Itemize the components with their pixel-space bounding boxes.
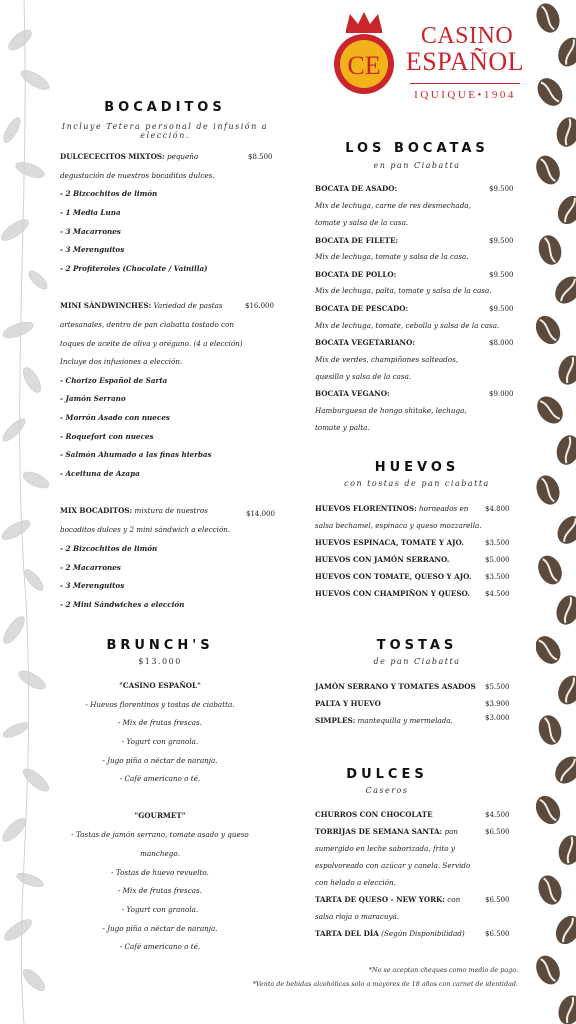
bocaditos-item3-price: $14.000 xyxy=(246,510,275,518)
brunch-title: BRUNCH'S xyxy=(106,638,214,653)
huevos-item-price: $3.500 xyxy=(485,539,510,547)
huevos-title: HUEVOS xyxy=(374,460,460,475)
bocatas-title: LOS BOCATAS xyxy=(345,141,489,156)
dulces-tarta-dia-header: TARTA DEL DÍA (Según Disponibilidad) xyxy=(315,929,465,938)
bocata-pescado-price: $9.500 xyxy=(489,305,514,313)
bocata-vegetariano-desc: quesillo y salsa de la casa. xyxy=(315,372,412,381)
list-item: - Morrón Asado con nueces xyxy=(60,413,170,422)
dulces-torrijas-price: $6.500 xyxy=(485,828,510,836)
bocata-pescado-desc: Mix de lechuga, tomate, cebolla y salsa de la casa. xyxy=(315,321,500,330)
bocata-filete-name: BOCATA DE FILETE: xyxy=(315,236,399,245)
bocata-vegano-name: BOCATA VEGANO: xyxy=(315,389,390,398)
bocata-vegetariano-price: $8.000 xyxy=(489,339,514,347)
huevos-florentinos-desc: salsa bechamel, espinaca y queso mozzarella. xyxy=(315,521,482,530)
bocata-asado-desc: Mix de lechuga, carne de res desmechada, xyxy=(315,201,471,210)
list-item: - Yogurt con granola. xyxy=(121,737,199,746)
bocata-vegetariano-desc: Mix de verdes, champiñones salteados, xyxy=(315,355,459,364)
leaf-decoration xyxy=(0,0,58,1024)
tostas-item-name: JAMÓN SERRANO Y TOMATES ASADOS xyxy=(315,682,476,691)
bocaditos-item2-header: MINI SÁNDWINCHES: Variedad de pastas xyxy=(60,301,223,310)
footer-note-cheques: *No se aceptan cheques como medio de pago. xyxy=(368,966,518,974)
list-item: - Tostas de huevo revuelto. xyxy=(111,868,209,877)
brunch-gourmet-title: "GOURMET" xyxy=(134,811,186,820)
bocatas-subtitle: en pan Ciabatta xyxy=(373,161,461,170)
list-item: manchego. xyxy=(140,849,180,858)
list-item: - 2 Macarrones xyxy=(60,563,121,572)
logo-city: IQUIQUE•1904 xyxy=(414,89,516,101)
list-item: - Tostas de jamón serrano, tomate asado y queso xyxy=(71,830,249,839)
bocaditos-item3-desc: bocaditos dulces y 2 mini sándwich a elección. xyxy=(60,525,231,534)
huevos-florentinos-price: $4.800 xyxy=(485,505,510,513)
dulces-title: DULCES xyxy=(346,767,428,782)
dulces-churros-price: $4.500 xyxy=(485,811,510,819)
list-item: - Café americano o té. xyxy=(119,942,201,951)
bocaditos-title: BOCADITOS xyxy=(104,100,226,115)
bocaditos-item2-desc: toques de aceite de oliva y orégano. (4 a elección) xyxy=(60,339,243,348)
bocata-vegano-price: $9.000 xyxy=(489,390,514,398)
list-item: - 2 Bizcochitos de limón xyxy=(60,189,158,198)
brunch-price: $13.000 xyxy=(138,657,182,666)
list-item: - Jugo piña o néctar de naranja. xyxy=(102,756,218,765)
dulces-tarta-desc: salsa rioja o maracuyá. xyxy=(315,912,400,921)
bocaditos-subtitle: Incluye Tetera personal de infusión a elección. xyxy=(61,122,269,140)
logo-monogram: CE xyxy=(347,51,381,80)
bocata-asado-name: BOCATA DE ASADO: xyxy=(315,184,398,193)
bocata-asado-desc: tomate y salsa de la casa. xyxy=(315,218,409,227)
list-item: - Aceituna de Azapa xyxy=(60,469,140,478)
bocata-pollo-price: $9.500 xyxy=(489,271,514,279)
dulces-churros-name: CHURROS CON CHOCOLATE xyxy=(315,810,433,819)
dulces-torrijas-desc: con helado a elección. xyxy=(315,878,396,887)
bocaditos-item2-desc: artesanales, dentro de pan ciabatta tostado con xyxy=(60,320,235,329)
bocata-vegano-desc: Hamburguesa de hongo shitake, lechuga, xyxy=(315,406,467,415)
bocaditos-item1-desc: degustación de nuestros bocaditos dulces. xyxy=(60,171,215,180)
dulces-tarta-header: TARTA DE QUESO - NEW YORK: con xyxy=(315,895,461,904)
dulces-subtitle: Caseros xyxy=(365,786,409,795)
tostas-item-price: $3.900 xyxy=(485,700,510,708)
list-item: - 1 Media Luna xyxy=(60,208,121,217)
huevos-item-price: $5.000 xyxy=(485,556,510,564)
list-item: - 2 Profiteroles (Chocolate / Vainilla) xyxy=(60,264,208,273)
bocaditos-item1-price: $8.500 xyxy=(248,153,273,161)
list-item: - Mix de frutas frescas. xyxy=(117,718,203,727)
bocaditos-item3-header: MIX BOCADITOS: mixtura de nuestros xyxy=(60,506,208,515)
logo-divider xyxy=(410,83,520,84)
list-item: - Jugo piña o néctar de naranja. xyxy=(102,924,218,933)
huevos-florentinos-header: HUEVOS FLORENTINOS: horneados en xyxy=(315,504,469,513)
dulces-torrijas-desc: espolvoreado con azúcar y canela. Servido xyxy=(315,861,471,870)
bocata-vegetariano-name: BOCATA VEGETARIANO: xyxy=(315,338,416,347)
list-item: - 2 Bizcochitos de limón xyxy=(60,544,158,553)
bocaditos-item1-header: DULCECECITOS MIXTOS: pequeña xyxy=(60,152,199,161)
tostas-item-name: PALTA Y HUEVO xyxy=(315,699,381,708)
huevos-item-price: $3.500 xyxy=(485,573,510,581)
list-item: - Yogurt con granola. xyxy=(121,905,199,914)
footer-note-alcohol: *Venta de bebidas alcohólicas solo a mayores de 18 años con carnet de identidad. xyxy=(252,980,518,988)
bocata-pollo-name: BOCATA DE POLLO: xyxy=(315,270,397,279)
coffee-beans-decoration xyxy=(536,0,576,1024)
bocata-pollo-desc: Mix de lechuga, palta, tomate y salsa de la casa. xyxy=(315,286,492,295)
huevos-item-price: $4.500 xyxy=(485,590,510,598)
list-item: - Salmón Ahumado a las finas hierbas xyxy=(60,450,212,459)
list-item: - 3 Merenguitos xyxy=(60,581,125,590)
tostas-item-price: $5.500 xyxy=(485,683,510,691)
list-item: - 2 Mini Sándwiches a elección xyxy=(60,600,185,609)
bocaditos-item2-desc: Incluye dos infusiones a elección. xyxy=(60,357,183,366)
bocata-filete-desc: Mix de lechuga, tomate y salsa de la casa. xyxy=(315,252,469,261)
crown-crest-icon xyxy=(332,8,396,98)
casino-espanol-logo xyxy=(330,8,526,104)
bocaditos-item2-price: $16.000 xyxy=(245,302,274,310)
dulces-tarta-price: $6.500 xyxy=(485,896,510,904)
bocata-filete-price: $9.500 xyxy=(489,237,514,245)
brunch-casino-title: "CASINO ESPAÑOL" xyxy=(119,681,201,690)
huevos-item-name: HUEVOS CON JAMÓN SERRANO. xyxy=(315,555,450,564)
bocata-pescado-name: BOCATA DE PESCADO: xyxy=(315,304,409,313)
tostas-title: TOSTAS xyxy=(376,638,458,653)
list-item: - Café americano o té. xyxy=(119,774,201,783)
huevos-item-name: HUEVOS CON CHAMPIÑON Y QUESO. xyxy=(315,589,470,598)
list-item: - 3 Macarrones xyxy=(60,227,121,236)
huevos-item-name: HUEVOS CON TOMATE, QUESO Y AJO. xyxy=(315,572,472,581)
dulces-tarta-dia-price: $6.500 xyxy=(485,930,510,938)
logo-name-line2: ESPAÑOL xyxy=(405,47,525,76)
list-item: - Mix de frutas frescas. xyxy=(117,886,203,895)
list-item: - Roquefort con nueces xyxy=(60,432,154,441)
bocata-vegano-desc: tomate y palta. xyxy=(315,423,370,432)
tostas-item-price: $3.000 xyxy=(485,714,510,722)
huevos-subtitle: con tostas de pan ciabatta xyxy=(344,479,490,488)
dulces-torrijas-desc: sumergido en leche saborizada, frito y xyxy=(315,844,455,853)
list-item: - Jamón Serrano xyxy=(60,394,126,403)
huevos-item-name: HUEVOS ESPINACA, TOMATE Y AJO. xyxy=(315,538,464,547)
list-item: - Chorizo Español de Sarta xyxy=(60,376,168,385)
list-item: - Huevos florentinos y tostas de ciabatta. xyxy=(85,700,235,709)
dulces-torrijas-header: TORRIJAS DE SEMANA SANTA: pan xyxy=(315,827,458,836)
tostas-simples-header: SIMPLES: mantequilla y mermelada. xyxy=(315,716,453,725)
bocata-asado-price: $9.500 xyxy=(489,185,514,193)
tostas-subtitle: de pan Ciabatta xyxy=(373,657,461,666)
list-item: - 3 Merenguitos xyxy=(60,245,125,254)
logo-name-line1: CASINO xyxy=(420,23,514,49)
